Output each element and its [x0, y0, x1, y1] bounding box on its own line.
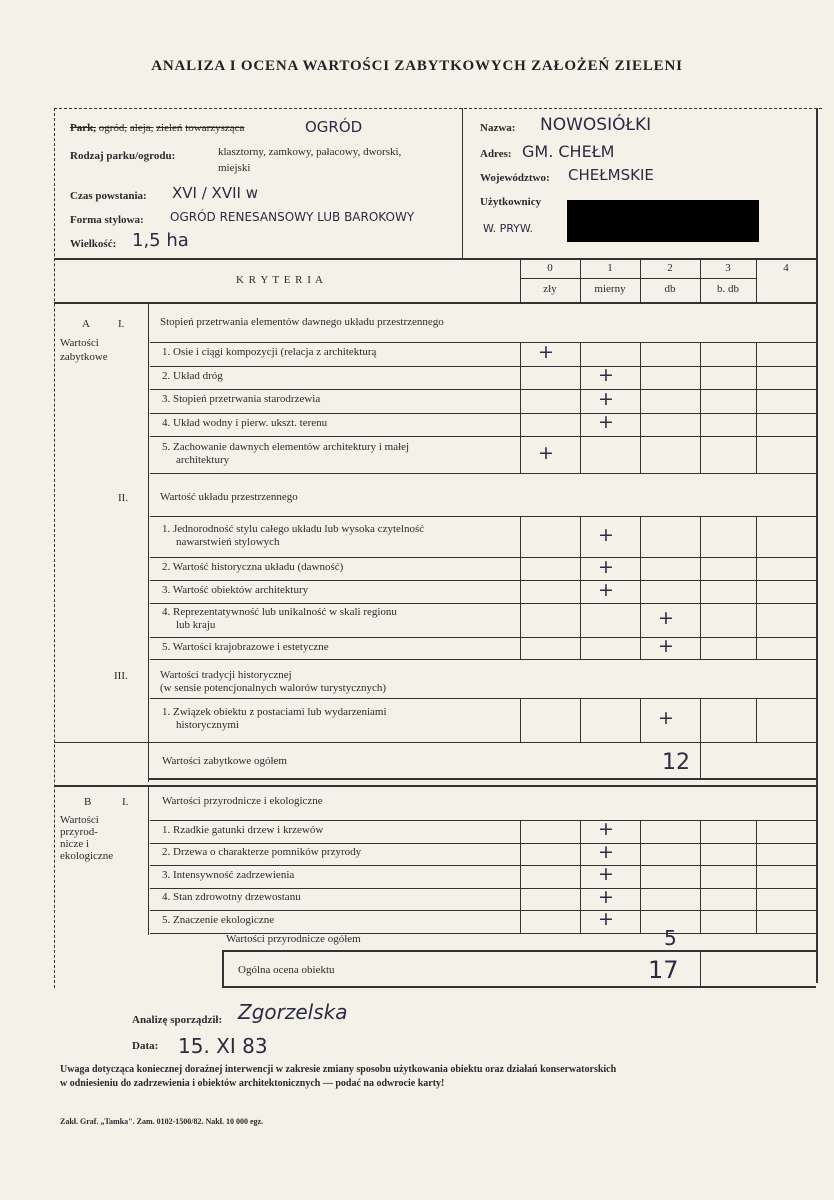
przyrodnicze-total-label: Wartości przyrodnicze ogółem — [226, 933, 361, 945]
forma-label: Forma stylowa: — [70, 214, 144, 226]
data-label: Data: — [132, 1040, 159, 1052]
przyrodnicze-heading: Wartości przyrodnicze i ekologiczne — [162, 795, 323, 807]
a-iii-mark-1: + — [658, 707, 674, 729]
section-a-group: Wartości zabytkowe — [60, 337, 108, 363]
section-a-ii-heading: Wartość układu przestrzennego — [160, 491, 298, 503]
column-number-1: 1 — [607, 262, 613, 274]
przyrodnicze-total-value: 5 — [664, 926, 677, 950]
a-ii-mark-2: + — [598, 578, 614, 601]
a-i-item-2: 2. Układ dróg — [162, 369, 223, 382]
a-ii-item-2: 3. Wartość obiektów architektury — [162, 584, 309, 596]
forma-value: OGRÓD RENESANSOWY LUB BAROKOWY — [170, 210, 415, 224]
column-label-0: zły — [543, 283, 557, 295]
uzytkownicy-label: Użytkownicy — [480, 196, 542, 208]
b-i-mark-4: + — [598, 885, 614, 908]
column-label-1: mierny — [594, 283, 626, 295]
wojewodztwo-label: Województwo: — [480, 172, 550, 184]
ogolna-value: 17 — [648, 956, 679, 984]
a-i-5-mark-1: + — [538, 441, 554, 464]
section-b-group: Wartości przyrod- nicze i ekologiczne — [60, 814, 114, 862]
form-title: ANALIZA I OCENA WARTOŚCI ZABYTKOWYCH ZAŁOŻEŃ ZIELENI — [151, 58, 683, 74]
column-label-2: db — [664, 283, 676, 295]
wielkosc-value: 1,5 ha — [132, 230, 189, 251]
adres-value: GM. CHEŁM — [522, 142, 615, 161]
b-i-mark-1: + — [598, 818, 614, 841]
a-i-5-item-1: architektury — [176, 453, 230, 466]
a-i-5-item-1: 5. Zachowanie dawnych elementów architektury i małej — [162, 440, 410, 453]
a-i-mark-3: + — [598, 387, 614, 410]
wielkosc-label: Wielkość: — [70, 238, 117, 250]
a-ii-5-mark-1: + — [658, 635, 674, 657]
frame-top — [54, 108, 822, 109]
rodzaj-options: klasztorny, zamkowy, pałacowy, dworski, — [218, 146, 402, 158]
a-i-mark-2: + — [598, 364, 614, 387]
section-a-roman: I. — [118, 318, 125, 330]
a-iii-item-1: historycznymi — [176, 719, 239, 731]
section-a-iii-heading: Wartości tradycji historycznej — [160, 669, 292, 681]
uwaga-line-1: Uwaga dotycząca koniecznej doraźnej interwencji w zakresie zmiany sposobu użytkowania obiektu oraz działań konserwatorskich — [60, 1064, 617, 1075]
section-a-ii-roman: II. — [118, 492, 129, 504]
a-ii-item-1: 2. Wartość historyczna układu (dawność) — [162, 561, 344, 573]
b-i-mark-5: + — [598, 908, 614, 931]
nazwa-value: NOWOSIÓŁKI — [540, 115, 652, 135]
data-value: 15. XI 83 — [178, 1034, 268, 1058]
frame-right — [816, 108, 818, 983]
uwaga-line-2: w odniesieniu do zadrzewienia i obiektów architektonicznych — podać na odwrocie karty! — [60, 1078, 445, 1089]
park-value: OGRÓD — [305, 118, 363, 136]
kryteria-heading: K R Y T E R I A — [235, 274, 325, 286]
section-a-letter: A — [82, 318, 90, 330]
a-i-item-3: 3. Stopień przetrwania starodrzewia — [162, 393, 321, 406]
uzytkownicy-value: W. PRYW. — [483, 222, 534, 235]
column-label-3: b. db — [717, 283, 739, 295]
a-ii-1-item-1: nawarstwień stylowych — [176, 535, 280, 548]
analiza-signature: Zgorzelska — [238, 1000, 348, 1024]
wojewodztwo-value: CHEŁMSKIE — [568, 166, 654, 184]
column-number-0: 0 — [547, 262, 553, 274]
b-i-item-4: 4. Stan zdrowotny drzewostanu — [162, 891, 301, 904]
b-i-item-1: 1. Rzadkie gatunki drzew i krzewów — [162, 823, 324, 836]
section-a-iii-roman: III. — [114, 670, 128, 682]
nazwa-label: Nazwa: — [480, 122, 516, 134]
b-i-mark-3: + — [598, 863, 614, 886]
analiza-label: Analizę sporządził: — [132, 1014, 223, 1026]
b-i-item-2: 2. Drzewa o charakterze pomników przyrody — [162, 846, 362, 859]
adres-label: Adres: — [480, 148, 512, 160]
a-i-mark-4: + — [598, 411, 614, 434]
czas-label: Czas powstania: — [70, 190, 147, 202]
section-a-heading: Stopień przetrwania elementów dawnego układu przestrzennego — [160, 316, 444, 328]
header-bottom — [54, 258, 816, 260]
a-ii-4-item-1: 4. Reprezentatywność lub unikalność w skali regionu — [162, 606, 397, 618]
zabytkowe-total-value: 12 — [662, 750, 690, 775]
frame-left — [54, 108, 55, 988]
column-number-3: 3 — [725, 262, 731, 274]
czas-value: XVI / XVII w — [172, 184, 258, 202]
a-i-item-1: 1. Osie i ciągi kompozycji (relacja z architekturą — [162, 346, 377, 359]
printer-note: Zakł. Graf. „Tamka". Zam. 0102-1500/82. Nakł. 10 000 egz. — [60, 1117, 264, 1126]
column-number-2: 2 — [667, 262, 673, 274]
section-b-roman: I. — [122, 796, 129, 808]
b-i-mark-2: + — [598, 840, 614, 863]
section-b-letter: B — [84, 796, 92, 808]
park-label: Park, ogród, aleja, zieleń towarzysząca — [70, 122, 245, 134]
header-divider — [462, 108, 463, 258]
redaction-box — [567, 200, 759, 242]
a-ii-1-mark-1: + — [598, 523, 614, 546]
rodzaj-options-2: miejski — [218, 162, 251, 174]
column-number-4: 4 — [783, 262, 789, 274]
b-i-item-3: 3. Intensywność zadrzewienia — [162, 868, 295, 881]
a-ii-mark-1: + — [598, 555, 614, 578]
a-ii-4-item-1: lub kraju — [176, 619, 216, 631]
ogolna-label: Ogólna ocena obiektu — [238, 964, 335, 976]
a-i-mark-1: + — [538, 340, 554, 363]
section-a-iii-heading: (w sensie potencjonalnych walorów turystycznych) — [160, 682, 387, 694]
a-i-item-4: 4. Układ wodny i pierw. ukszt. terenu — [162, 416, 328, 429]
column-header-bottom — [54, 302, 816, 304]
a-ii-4-mark-1: + — [658, 607, 674, 629]
a-ii-5-item-1: 5. Wartości krajobrazowe i estetyczne — [162, 640, 329, 653]
b-i-item-5: 5. Znaczenie ekologiczne — [162, 913, 275, 926]
a-iii-item-1: 1. Związek obiektu z postaciami lub wydarzeniami — [162, 706, 387, 718]
rodzaj-label: Rodzaj parku/ogrodu: — [70, 150, 176, 162]
a-ii-1-item-1: 1. Jednorodność stylu całego układu lub wysoka czytelność — [162, 522, 425, 535]
zabytkowe-total-label: Wartości zabytkowe ogółem — [162, 755, 287, 767]
